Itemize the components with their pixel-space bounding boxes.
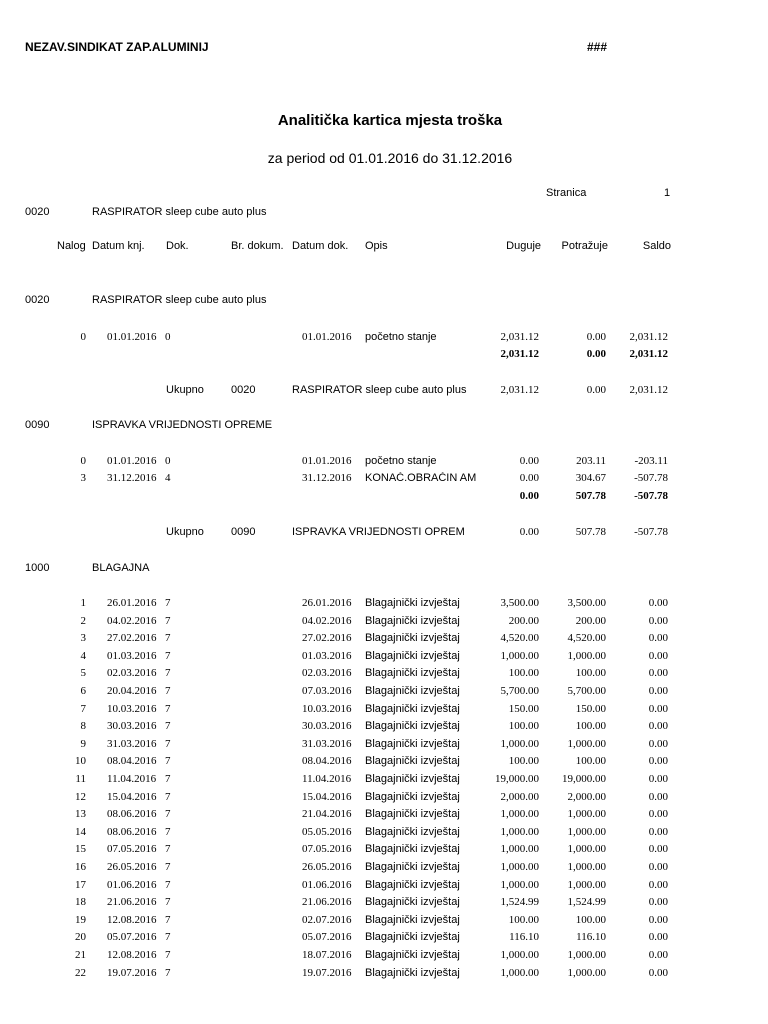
row-datum-dok: 02.07.2016: [302, 914, 352, 926]
section-name: ISPRAVKA VRIJEDNOSTI OPREME: [92, 419, 273, 431]
row-saldo: 0.00: [648, 808, 668, 820]
row-datum-dok: 11.04.2016: [302, 773, 352, 785]
row-opis: Blagajnički izvještaj: [365, 879, 460, 891]
column-header-potrazuje: Potražuje: [561, 240, 608, 252]
section-name: RASPIRATOR sleep cube auto plus: [92, 294, 267, 306]
row-opis: Blagajnički izvještaj: [365, 861, 460, 873]
row-duguje: 1,524.99: [500, 896, 539, 908]
top-account-code: 0020: [25, 206, 50, 218]
row-datum-dok: 01.01.2016: [302, 331, 352, 343]
column-header-br-dokum: Br. dokum.: [231, 240, 284, 252]
row-datum-dok: 27.02.2016: [302, 632, 352, 644]
row-dok: 0: [165, 455, 171, 467]
total-name: ISPRAVKA VRIJEDNOSTI OPREM: [292, 526, 465, 538]
row-duguje: 2,000.00: [500, 791, 539, 803]
row-opis: Blagajnički izvještaj: [365, 703, 460, 715]
row-potrazuje: 4,520.00: [567, 632, 606, 644]
row-datum-dok: 01.03.2016: [302, 650, 352, 662]
row-datum-knj: 01.03.2016: [107, 650, 157, 662]
row-nalog: 21: [75, 949, 86, 961]
row-duguje: 1,000.00: [500, 843, 539, 855]
row-dok: 7: [165, 773, 171, 785]
row-duguje: 5,700.00: [500, 685, 539, 697]
row-datum-knj: 01.01.2016: [107, 331, 157, 343]
row-saldo: 0.00: [648, 791, 668, 803]
row-datum-knj: 15.04.2016: [107, 791, 157, 803]
row-nalog: 4: [80, 650, 86, 662]
row-dok: 7: [165, 896, 171, 908]
row-datum-dok: 21.06.2016: [302, 896, 352, 908]
row-potrazuje: 203.11: [576, 455, 606, 467]
row-opis: Blagajnički izvještaj: [365, 615, 460, 627]
row-dok: 7: [165, 738, 171, 750]
row-duguje: 2,031.12: [500, 331, 539, 343]
row-dok: 7: [165, 843, 171, 855]
row-saldo: 0.00: [648, 773, 668, 785]
row-dok: 7: [165, 650, 171, 662]
row-datum-dok: 30.03.2016: [302, 720, 352, 732]
row-duguje: 1,000.00: [500, 738, 539, 750]
row-datum-dok: 04.02.2016: [302, 615, 352, 627]
row-saldo: 0.00: [648, 967, 668, 979]
row-duguje: 1,000.00: [500, 826, 539, 838]
row-duguje: 150.00: [508, 703, 539, 715]
row-duguje: 0.00: [519, 455, 539, 467]
row-dok: 7: [165, 826, 171, 838]
row-nalog: 13: [75, 808, 86, 820]
row-datum-knj: 31.12.2016: [107, 472, 157, 484]
row-duguje: 100.00: [508, 667, 539, 679]
row-duguje: 19,000.00: [495, 773, 539, 785]
row-datum-knj: 26.05.2016: [107, 861, 157, 873]
total-saldo: -507.78: [634, 526, 668, 538]
row-duguje: 1,000.00: [500, 861, 539, 873]
row-nalog: 11: [75, 773, 86, 785]
row-datum-dok: 07.05.2016: [302, 843, 352, 855]
row-saldo: 0.00: [648, 826, 668, 838]
row-dok: 7: [165, 949, 171, 961]
row-dok: 7: [165, 720, 171, 732]
row-nalog: 10: [75, 755, 86, 767]
row-nalog: 14: [75, 826, 86, 838]
row-nalog: 0: [80, 331, 86, 343]
row-potrazuje: 304.67: [575, 472, 606, 484]
row-datum-knj: 01.01.2016: [107, 455, 157, 467]
row-dok: 7: [165, 967, 171, 979]
row-saldo: 0.00: [648, 703, 668, 715]
row-nalog: 1: [80, 597, 86, 609]
row-dok: 7: [165, 597, 171, 609]
row-duguje: 1,000.00: [500, 949, 539, 961]
row-potrazuje: 1,000.00: [567, 949, 606, 961]
row-nalog: 9: [80, 738, 86, 750]
row-opis: Blagajnički izvještaj: [365, 650, 460, 662]
row-saldo: 0.00: [648, 755, 668, 767]
section-code: 0090: [25, 419, 50, 431]
row-opis: Blagajnički izvještaj: [365, 755, 460, 767]
row-saldo: 0.00: [648, 720, 668, 732]
row-opis: Blagajnički izvještaj: [365, 667, 460, 679]
row-dok: 4: [165, 472, 171, 484]
row-saldo: 0.00: [648, 597, 668, 609]
row-datum-knj: 27.02.2016: [107, 632, 157, 644]
row-nalog: 8: [80, 720, 86, 732]
page-number: 1: [664, 187, 671, 199]
subtotal-potrazuje: 0.00: [586, 348, 606, 360]
row-datum-knj: 07.05.2016: [107, 843, 157, 855]
row-opis: Blagajnički izvještaj: [365, 738, 460, 750]
row-dok: 7: [165, 703, 171, 715]
row-datum-knj: 30.03.2016: [107, 720, 157, 732]
subtotal-saldo: -507.78: [634, 490, 668, 502]
row-opis: Blagajnički izvještaj: [365, 720, 460, 732]
row-potrazuje: 19,000.00: [562, 773, 606, 785]
row-datum-knj: 19.07.2016: [107, 967, 157, 979]
row-duguje: 1,000.00: [500, 650, 539, 662]
row-opis: Blagajnički izvještaj: [365, 808, 460, 820]
row-nalog: 20: [75, 931, 86, 943]
subtotal-duguje: 0.00: [519, 490, 539, 502]
row-nalog: 17: [75, 879, 86, 891]
column-header-opis: Opis: [365, 240, 388, 252]
row-datum-knj: 08.06.2016: [107, 826, 157, 838]
row-saldo: 0.00: [648, 931, 668, 943]
row-potrazuje: 1,000.00: [567, 843, 606, 855]
row-duguje: 1,000.00: [500, 967, 539, 979]
row-datum-dok: 08.04.2016: [302, 755, 352, 767]
row-nalog: 18: [75, 896, 86, 908]
page-label: Stranica: [546, 187, 587, 199]
row-nalog: 15: [75, 843, 86, 855]
row-opis: Blagajnički izvještaj: [365, 685, 460, 697]
row-nalog: 19: [75, 914, 86, 926]
report-period: za period od 01.01.2016 do 31.12.2016: [267, 150, 513, 166]
row-datum-knj: 05.07.2016: [107, 931, 157, 943]
row-dok: 7: [165, 931, 171, 943]
row-dok: 7: [165, 808, 171, 820]
row-datum-knj: 02.03.2016: [107, 667, 157, 679]
row-saldo: 0.00: [648, 914, 668, 926]
row-datum-knj: 12.08.2016: [107, 914, 157, 926]
row-opis: KONAČ.OBRAČIN AM: [365, 472, 477, 484]
row-datum-knj: 21.06.2016: [107, 896, 157, 908]
row-saldo: 0.00: [648, 685, 668, 697]
subtotal-saldo: 2,031.12: [629, 348, 668, 360]
row-duguje: 100.00: [508, 755, 539, 767]
row-nalog: 22: [75, 967, 86, 979]
row-duguje: 100.00: [508, 720, 539, 732]
row-opis: Blagajnički izvještaj: [365, 896, 460, 908]
row-potrazuje: 100.00: [575, 755, 606, 767]
row-nalog: 12: [75, 791, 86, 803]
row-potrazuje: 1,000.00: [567, 826, 606, 838]
row-datum-dok: 31.12.2016: [302, 472, 352, 484]
row-saldo: 0.00: [648, 632, 668, 644]
row-datum-knj: 31.03.2016: [107, 738, 157, 750]
row-potrazuje: 1,000.00: [567, 808, 606, 820]
row-saldo: 0.00: [648, 861, 668, 873]
report-title: Analitička kartica mjesta troška: [277, 112, 503, 129]
row-potrazuje: 0.00: [586, 331, 606, 343]
row-datum-dok: 31.03.2016: [302, 738, 352, 750]
row-datum-knj: 12.08.2016: [107, 949, 157, 961]
row-opis: početno stanje: [365, 331, 437, 343]
row-datum-dok: 01.06.2016: [302, 879, 352, 891]
row-dok: 7: [165, 861, 171, 873]
total-label: Ukupno: [166, 526, 204, 538]
row-duguje: 200.00: [508, 615, 539, 627]
row-saldo: 2,031.12: [629, 331, 668, 343]
row-nalog: 0: [80, 455, 86, 467]
row-datum-knj: 26.01.2016: [107, 597, 157, 609]
row-dok: 7: [165, 667, 171, 679]
total-duguje: 2,031.12: [500, 384, 539, 396]
row-potrazuje: 5,700.00: [567, 685, 606, 697]
row-duguje: 116.10: [509, 931, 539, 943]
row-datum-dok: 07.03.2016: [302, 685, 352, 697]
row-opis: Blagajnički izvještaj: [365, 597, 460, 609]
row-potrazuje: 100.00: [575, 914, 606, 926]
row-nalog: 5: [80, 667, 86, 679]
row-datum-knj: 04.02.2016: [107, 615, 157, 627]
row-dok: 7: [165, 685, 171, 697]
row-dok: 7: [165, 632, 171, 644]
row-nalog: 16: [75, 861, 86, 873]
column-header-dok: Dok.: [166, 240, 189, 252]
row-datum-dok: 02.03.2016: [302, 667, 352, 679]
column-header-nalog: Nalog: [57, 240, 86, 252]
column-header-datum-knj: Datum knj.: [92, 240, 145, 252]
row-saldo: 0.00: [648, 843, 668, 855]
row-duguje: 4,520.00: [500, 632, 539, 644]
row-opis: Blagajnički izvještaj: [365, 914, 460, 926]
row-nalog: 6: [80, 685, 86, 697]
column-header-saldo: Saldo: [642, 240, 671, 252]
subtotal-duguje: 2,031.12: [500, 348, 539, 360]
section-code: 0020: [25, 294, 50, 306]
row-potrazuje: 150.00: [575, 703, 606, 715]
row-potrazuje: 1,000.00: [567, 738, 606, 750]
row-duguje: 3,500.00: [500, 597, 539, 609]
total-duguje: 0.00: [519, 526, 539, 538]
row-potrazuje: 1,000.00: [567, 967, 606, 979]
row-opis: Blagajnički izvještaj: [365, 826, 460, 838]
row-datum-knj: 08.06.2016: [107, 808, 157, 820]
row-duguje: 1,000.00: [500, 808, 539, 820]
row-saldo: 0.00: [648, 949, 668, 961]
row-saldo: 0.00: [648, 896, 668, 908]
row-duguje: 100.00: [508, 914, 539, 926]
row-datum-dok: 19.07.2016: [302, 967, 352, 979]
row-datum-knj: 20.04.2016: [107, 685, 157, 697]
row-opis: Blagajnički izvještaj: [365, 632, 460, 644]
row-dok: 7: [165, 914, 171, 926]
total-potrazuje: 0.00: [586, 384, 606, 396]
row-potrazuje: 100.00: [575, 720, 606, 732]
row-saldo: -507.78: [634, 472, 668, 484]
row-potrazuje: 2,000.00: [567, 791, 606, 803]
row-dok: 7: [165, 791, 171, 803]
row-datum-dok: 10.03.2016: [302, 703, 352, 715]
total-saldo: 2,031.12: [629, 384, 668, 396]
row-potrazuje: 116.10: [576, 931, 606, 943]
row-datum-knj: 08.04.2016: [107, 755, 157, 767]
row-opis: Blagajnički izvještaj: [365, 931, 460, 943]
section-code: 1000: [25, 562, 50, 574]
row-dok: 7: [165, 755, 171, 767]
column-header-datum-dok: Datum dok.: [292, 240, 349, 252]
row-potrazuje: 3,500.00: [567, 597, 606, 609]
row-datum-dok: 05.07.2016: [302, 931, 352, 943]
subtotal-potrazuje: 507.78: [575, 490, 606, 502]
row-datum-dok: 26.05.2016: [302, 861, 352, 873]
row-saldo: 0.00: [648, 879, 668, 891]
row-duguje: 0.00: [519, 472, 539, 484]
row-potrazuje: 1,524.99: [567, 896, 606, 908]
row-dok: 7: [165, 879, 171, 891]
header-hash-mark: ###: [587, 40, 608, 54]
row-saldo: 0.00: [648, 650, 668, 662]
row-opis: Blagajnički izvještaj: [365, 949, 460, 961]
row-dok: 0: [165, 331, 171, 343]
total-potrazuje: 507.78: [575, 526, 606, 538]
row-datum-knj: 10.03.2016: [107, 703, 157, 715]
row-dok: 7: [165, 615, 171, 627]
total-code: 0090: [231, 526, 256, 538]
row-nalog: 3: [80, 472, 86, 484]
row-potrazuje: 1,000.00: [567, 879, 606, 891]
row-opis: početno stanje: [365, 455, 437, 467]
row-saldo: -203.11: [634, 455, 668, 467]
row-datum-dok: 01.01.2016: [302, 455, 352, 467]
organization-name: NEZAV.SINDIKAT ZAP.ALUMINIJ: [25, 40, 209, 54]
row-datum-knj: 01.06.2016: [107, 879, 157, 891]
total-name: RASPIRATOR sleep cube auto plus: [292, 384, 467, 396]
total-code: 0020: [231, 384, 256, 396]
row-potrazuje: 100.00: [575, 667, 606, 679]
row-datum-dok: 18.07.2016: [302, 949, 352, 961]
row-opis: Blagajnički izvještaj: [365, 791, 460, 803]
row-opis: Blagajnički izvještaj: [365, 967, 460, 979]
column-header-duguje: Duguje: [506, 240, 541, 252]
row-nalog: 2: [80, 615, 86, 627]
row-saldo: 0.00: [648, 738, 668, 750]
row-datum-dok: 21.04.2016: [302, 808, 352, 820]
row-potrazuje: 1,000.00: [567, 650, 606, 662]
row-datum-knj: 11.04.2016: [107, 773, 157, 785]
row-datum-dok: 26.01.2016: [302, 597, 352, 609]
row-opis: Blagajnički izvještaj: [365, 843, 460, 855]
row-nalog: 3: [80, 632, 86, 644]
row-saldo: 0.00: [648, 667, 668, 679]
row-nalog: 7: [80, 703, 86, 715]
top-account-name: RASPIRATOR sleep cube auto plus: [92, 206, 267, 218]
row-potrazuje: 200.00: [575, 615, 606, 627]
row-saldo: 0.00: [648, 615, 668, 627]
section-name: BLAGAJNA: [92, 562, 150, 574]
row-datum-dok: 15.04.2016: [302, 791, 352, 803]
total-label: Ukupno: [166, 384, 204, 396]
row-duguje: 1,000.00: [500, 879, 539, 891]
row-opis: Blagajnički izvještaj: [365, 773, 460, 785]
row-datum-dok: 05.05.2016: [302, 826, 352, 838]
row-potrazuje: 1,000.00: [567, 861, 606, 873]
